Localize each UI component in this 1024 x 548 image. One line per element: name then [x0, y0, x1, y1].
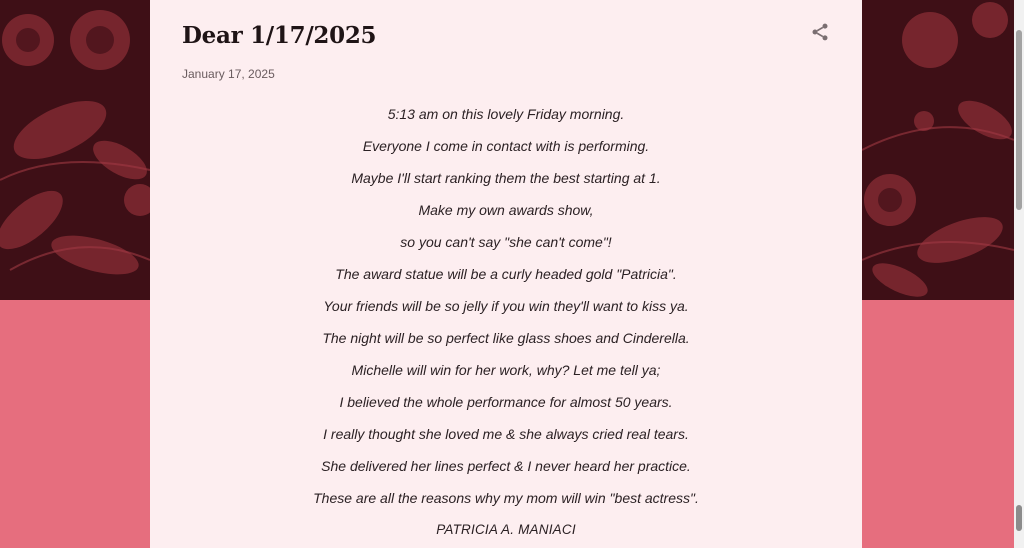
page-scrollbar[interactable] [1014, 0, 1024, 548]
poem-signature: PATRICIA A. MANIACI [436, 522, 576, 537]
poem-line: I really thought she loved me & she always cried real tears. [323, 426, 689, 442]
poem-line: Make my own awards show, [418, 202, 594, 218]
poem-line: Everyone I come in contact with is performing. [362, 138, 650, 154]
scrollbar-thumb[interactable] [1016, 30, 1022, 210]
scrollbar-marker [1016, 505, 1022, 531]
post-card [150, 0, 862, 548]
poem-line: The night will be so perfect like glass shoes and Cinderella. [322, 330, 690, 346]
post-date[interactable]: January 17, 2025 [182, 67, 275, 81]
poem-line: so you can't say "she can't come"! [400, 234, 612, 250]
poem-line: I believed the whole performance for almost 50 years. [339, 394, 673, 410]
post-title[interactable]: Dear 1/17/2025 [182, 22, 377, 49]
share-icon [810, 22, 830, 42]
poem-line: Maybe I'll start ranking them the best starting at 1. [351, 170, 661, 186]
poem-line: These are all the reasons why my mom will win "best actress". [313, 490, 699, 506]
poem-line: The award statue will be a curly headed gold "Patricia". [335, 266, 677, 282]
poem-line: 5:13 am on this lovely Friday morning. [387, 106, 625, 122]
share-button[interactable] [810, 22, 830, 42]
poem-line: Your friends will be so jelly if you win they'll want to kiss ya. [323, 298, 689, 314]
poem-line: Michelle will win for her work, why? Let me tell ya; [351, 362, 661, 378]
poem-body [150, 98, 862, 546]
poem-line: She delivered her lines perfect & I never heard her practice. [321, 458, 691, 474]
